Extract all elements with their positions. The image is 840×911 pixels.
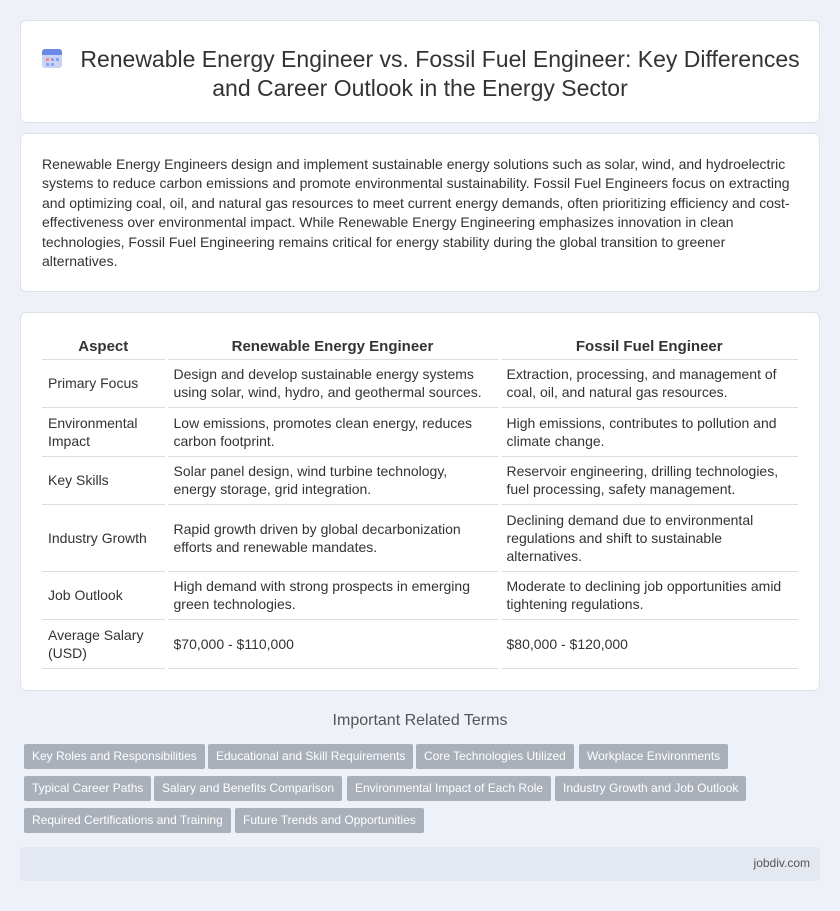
tag-roles[interactable]: Key Roles and Responsibilities [24, 744, 205, 769]
table-row [42, 359, 798, 407]
related-terms-title: Important Related Terms [332, 712, 508, 729]
summary-card [20, 133, 820, 292]
table-header-row [42, 333, 798, 359]
row-fossil: $80,000 - $120,000 [499, 619, 798, 668]
row-renewable: Low emissions, promotes clean energy, reduces carbon footprint. [166, 407, 499, 456]
row-renewable: Rapid growth driven by global decarbonization efforts and renewable mandates. [166, 504, 499, 571]
header-renewable: Renewable Energy Engineer [166, 333, 499, 359]
footer-site[interactable]: jobdiv.com [753, 856, 810, 870]
row-renewable: High demand with strong prospects in emerging green technologies. [166, 571, 499, 619]
row-fossil: Extraction, processing, and management of coal, oil, and natural gas resources. [499, 359, 798, 407]
table-row [42, 571, 798, 619]
table-row [42, 619, 798, 668]
title-text: Renewable Energy Engineer vs. Fossil Fuel Engineer: Key Differences and Career Outlook in the Energy Sector [80, 46, 800, 101]
tag-environmental-impact[interactable]: Environmental Impact of Each Role [347, 776, 551, 801]
row-fossil: High emissions, contributes to pollution and climate change. [499, 407, 798, 456]
header-card [20, 20, 820, 123]
row-fossil: Reservoir engineering, drilling technologies, fuel processing, safety management. [499, 456, 798, 504]
row-fossil: Moderate to declining job opportunities amid tightening regulations. [499, 571, 798, 619]
row-renewable: Design and develop sustainable energy systems using solar, wind, hydro, and geothermal sources. [166, 359, 499, 407]
table-row [42, 504, 798, 571]
tag-workplace[interactable]: Workplace Environments [579, 744, 728, 769]
tag-future-trends[interactable]: Future Trends and Opportunities [235, 808, 424, 833]
header-fossil: Fossil Fuel Engineer [499, 333, 798, 359]
row-renewable: Solar panel design, wind turbine technology, energy storage, grid integration. [166, 456, 499, 504]
footer [20, 847, 820, 881]
tag-certifications[interactable]: Required Certifications and Training [24, 808, 231, 833]
row-renewable: $70,000 - $110,000 [166, 619, 499, 668]
summary-paragraph: Renewable Energy Engineers design and implement sustainable energy solutions such as solar, wind, and hydroelectric systems to reduce carbon emissions and promote environmental sustainability. Fossil Fuel Engineers focus on extracting and optimizing coal, oil, and natural gas resources to meet current energy demands, often prioritizing efficiency and cost-effectiveness over environmental impact. While Renewable Energy Engineering emphasizes innovation in clean technologies, Fossil Fuel Engineering remains critical for energy stability during the global transition to greener alternatives. [42, 156, 790, 270]
tag-salary[interactable]: Salary and Benefits Comparison [154, 776, 342, 801]
row-aspect: Key Skills [42, 456, 166, 504]
page-title [21, 45, 819, 103]
row-fossil: Declining demand due to environmental regulations and shift to sustainable alternatives. [499, 504, 798, 571]
row-aspect: Average Salary (USD) [42, 619, 166, 668]
tag-career-paths[interactable]: Typical Career Paths [24, 776, 151, 801]
comparison-table-card [20, 312, 820, 691]
tag-education[interactable]: Educational and Skill Requirements [208, 744, 413, 769]
row-aspect: Job Outlook [42, 571, 166, 619]
tag-industry-growth[interactable]: Industry Growth and Job Outlook [555, 776, 746, 801]
row-aspect: Primary Focus [42, 359, 166, 407]
table-row [42, 407, 798, 456]
tag-technologies[interactable]: Core Technologies Utilized [416, 744, 574, 769]
table-row [42, 456, 798, 504]
calendar-icon [40, 46, 64, 70]
row-aspect: Industry Growth [42, 504, 166, 571]
row-aspect: Environmental Impact [42, 407, 166, 456]
header-aspect: Aspect [78, 337, 129, 355]
comparison-table [42, 333, 798, 669]
